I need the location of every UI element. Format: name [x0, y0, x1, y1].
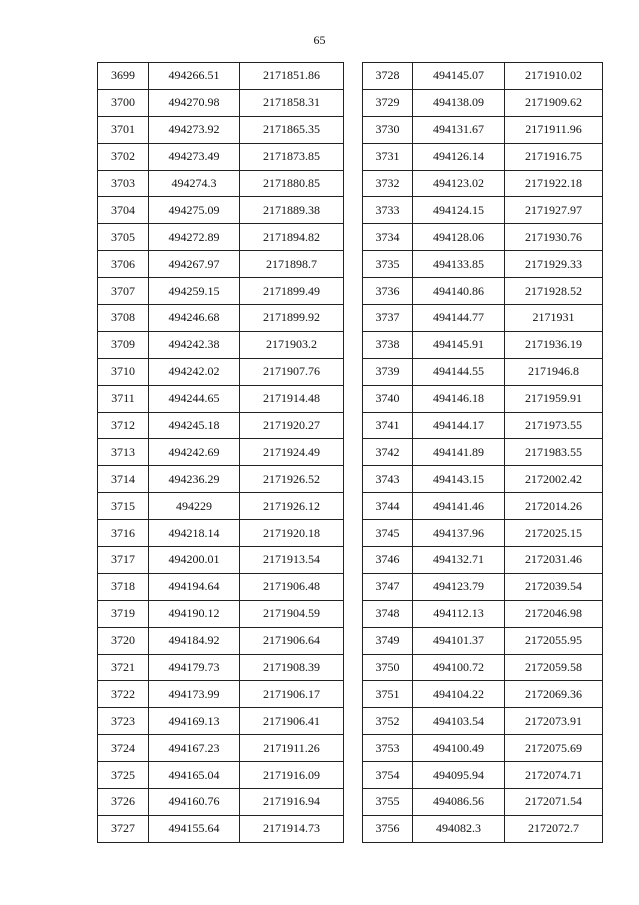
point-number-cell: 3709: [98, 331, 149, 358]
table-row: [98, 197, 344, 224]
y-coordinate-cell: 2171911.96: [505, 116, 603, 143]
table-row: [363, 815, 603, 842]
y-coordinate-cell: 2171907.76: [240, 358, 344, 385]
point-number-cell: 3703: [98, 170, 149, 197]
point-number-cell: 3704: [98, 197, 149, 224]
x-coordinate-cell: 494155.64: [149, 815, 240, 842]
x-coordinate-cell: 494272.89: [149, 224, 240, 251]
x-coordinate-cell: 494229: [149, 493, 240, 520]
point-number-cell: 3730: [363, 116, 413, 143]
y-coordinate-cell: 2171904.59: [240, 600, 344, 627]
point-number-cell: 3756: [363, 815, 413, 842]
point-number-cell: 3722: [98, 681, 149, 708]
point-number-cell: 3721: [98, 654, 149, 681]
table-row: [98, 89, 344, 116]
table-row: [363, 89, 603, 116]
y-coordinate-cell: 2172069.36: [505, 681, 603, 708]
point-number-cell: 3748: [363, 600, 413, 627]
table-row: [363, 63, 603, 90]
y-coordinate-cell: 2172046.98: [505, 600, 603, 627]
table-row: [363, 116, 603, 143]
table-row: [98, 762, 344, 789]
y-coordinate-cell: 2171906.41: [240, 708, 344, 735]
y-coordinate-cell: 2171936.19: [505, 331, 603, 358]
x-coordinate-cell: 494173.99: [149, 681, 240, 708]
y-coordinate-cell: 2171906.17: [240, 681, 344, 708]
point-number-cell: 3750: [363, 654, 413, 681]
x-coordinate-cell: 494200.01: [149, 547, 240, 574]
point-number-cell: 3700: [98, 89, 149, 116]
point-number-cell: 3738: [363, 331, 413, 358]
x-coordinate-cell: 494144.77: [413, 305, 505, 332]
x-coordinate-cell: 494184.92: [149, 627, 240, 654]
point-number-cell: 3710: [98, 358, 149, 385]
table-row: [98, 412, 344, 439]
x-coordinate-cell: 494124.15: [413, 197, 505, 224]
table-row: [363, 466, 603, 493]
y-coordinate-cell: 2171928.52: [505, 278, 603, 305]
table-row: [98, 63, 344, 90]
table-row: [98, 789, 344, 816]
table-row: [363, 385, 603, 412]
x-coordinate-cell: 494246.68: [149, 305, 240, 332]
x-coordinate-cell: 494131.67: [413, 116, 505, 143]
point-number-cell: 3726: [98, 789, 149, 816]
x-coordinate-cell: 494242.38: [149, 331, 240, 358]
point-number-cell: 3729: [363, 89, 413, 116]
point-number-cell: 3754: [363, 762, 413, 789]
x-coordinate-cell: 494169.13: [149, 708, 240, 735]
point-number-cell: 3714: [98, 466, 149, 493]
point-number-cell: 3719: [98, 600, 149, 627]
y-coordinate-cell: 2171914.73: [240, 815, 344, 842]
x-coordinate-cell: 494190.12: [149, 600, 240, 627]
point-number-cell: 3755: [363, 789, 413, 816]
table-row: [363, 654, 603, 681]
y-coordinate-cell: 2172002.42: [505, 466, 603, 493]
y-coordinate-cell: 2172031.46: [505, 547, 603, 574]
table-row: [98, 681, 344, 708]
point-number-cell: 3720: [98, 627, 149, 654]
table-row: [98, 708, 344, 735]
y-coordinate-cell: 2171913.54: [240, 547, 344, 574]
x-coordinate-cell: 494126.14: [413, 143, 505, 170]
point-number-cell: 3752: [363, 708, 413, 735]
table-row: [363, 412, 603, 439]
y-coordinate-cell: 2171959.91: [505, 385, 603, 412]
point-number-cell: 3713: [98, 439, 149, 466]
point-number-cell: 3706: [98, 251, 149, 278]
x-coordinate-cell: 494242.02: [149, 358, 240, 385]
y-coordinate-cell: 2171973.55: [505, 412, 603, 439]
y-coordinate-cell: 2172014.26: [505, 493, 603, 520]
x-coordinate-cell: 494270.98: [149, 89, 240, 116]
x-coordinate-cell: 494123.02: [413, 170, 505, 197]
x-coordinate-cell: 494259.15: [149, 278, 240, 305]
point-number-cell: 3712: [98, 412, 149, 439]
table-row: [98, 331, 344, 358]
y-coordinate-cell: 2171894.82: [240, 224, 344, 251]
y-coordinate-cell: 2171916.09: [240, 762, 344, 789]
x-coordinate-cell: 494104.22: [413, 681, 505, 708]
x-coordinate-cell: 494165.04: [149, 762, 240, 789]
x-coordinate-cell: 494144.55: [413, 358, 505, 385]
point-number-cell: 3739: [363, 358, 413, 385]
x-coordinate-cell: 494138.09: [413, 89, 505, 116]
y-coordinate-cell: 2171908.39: [240, 654, 344, 681]
table-row: [363, 600, 603, 627]
point-number-cell: 3723: [98, 708, 149, 735]
x-coordinate-cell: 494167.23: [149, 735, 240, 762]
x-coordinate-cell: 494244.65: [149, 385, 240, 412]
point-number-cell: 3740: [363, 385, 413, 412]
x-coordinate-cell: 494133.85: [413, 251, 505, 278]
y-coordinate-cell: 2171873.85: [240, 143, 344, 170]
y-coordinate-cell: 2171929.33: [505, 251, 603, 278]
y-coordinate-cell: 2171914.48: [240, 385, 344, 412]
x-coordinate-cell: 494128.06: [413, 224, 505, 251]
y-coordinate-cell: 2172075.69: [505, 735, 603, 762]
table-row: [363, 762, 603, 789]
y-coordinate-cell: 2172072.7: [505, 815, 603, 842]
y-coordinate-cell: 2171899.92: [240, 305, 344, 332]
table-row: [98, 654, 344, 681]
y-coordinate-cell: 2171906.64: [240, 627, 344, 654]
y-coordinate-cell: 2171911.26: [240, 735, 344, 762]
y-coordinate-cell: 2172073.91: [505, 708, 603, 735]
table-row: [363, 439, 603, 466]
x-coordinate-cell: 494100.72: [413, 654, 505, 681]
point-number-cell: 3718: [98, 573, 149, 600]
y-coordinate-cell: 2172071.54: [505, 789, 603, 816]
point-number-cell: 3743: [363, 466, 413, 493]
table-row: [98, 520, 344, 547]
point-number-cell: 3747: [363, 573, 413, 600]
y-coordinate-cell: 2171851.86: [240, 63, 344, 90]
y-coordinate-cell: 2171909.62: [505, 89, 603, 116]
y-coordinate-cell: 2171926.12: [240, 493, 344, 520]
table-row: [363, 197, 603, 224]
x-coordinate-cell: 494145.91: [413, 331, 505, 358]
table-row: [98, 116, 344, 143]
y-coordinate-cell: 2171916.75: [505, 143, 603, 170]
table-row: [98, 573, 344, 600]
point-number-cell: 3702: [98, 143, 149, 170]
y-coordinate-cell: 2171903.2: [240, 331, 344, 358]
x-coordinate-cell: 494141.89: [413, 439, 505, 466]
point-number-cell: 3699: [98, 63, 149, 90]
x-coordinate-cell: 494137.96: [413, 520, 505, 547]
table-row: [98, 358, 344, 385]
table-row: [98, 439, 344, 466]
x-coordinate-cell: 494145.07: [413, 63, 505, 90]
x-coordinate-cell: 494179.73: [149, 654, 240, 681]
y-coordinate-cell: 2172025.15: [505, 520, 603, 547]
x-coordinate-cell: 494274.3: [149, 170, 240, 197]
table-row: [363, 170, 603, 197]
y-coordinate-cell: 2172055.95: [505, 627, 603, 654]
y-coordinate-cell: 2171906.48: [240, 573, 344, 600]
x-coordinate-cell: 494273.49: [149, 143, 240, 170]
table-row: [98, 278, 344, 305]
y-coordinate-cell: 2172039.54: [505, 573, 603, 600]
table-row: [363, 627, 603, 654]
x-coordinate-cell: 494218.14: [149, 520, 240, 547]
table-row: [363, 708, 603, 735]
point-number-cell: 3736: [363, 278, 413, 305]
point-number-cell: 3716: [98, 520, 149, 547]
table-row: [363, 493, 603, 520]
table-row: [98, 305, 344, 332]
x-coordinate-cell: 494160.76: [149, 789, 240, 816]
table-row: [363, 358, 603, 385]
table-body: [363, 63, 603, 843]
point-number-cell: 3707: [98, 278, 149, 305]
x-coordinate-cell: 494086.56: [413, 789, 505, 816]
point-number-cell: 3751: [363, 681, 413, 708]
y-coordinate-cell: 2171858.31: [240, 89, 344, 116]
x-coordinate-cell: 494103.54: [413, 708, 505, 735]
table-row: [363, 278, 603, 305]
x-coordinate-cell: 494095.94: [413, 762, 505, 789]
y-coordinate-cell: 2171946.8: [505, 358, 603, 385]
y-coordinate-cell: 2171931: [505, 305, 603, 332]
x-coordinate-cell: 494266.51: [149, 63, 240, 90]
y-coordinate-cell: 2172074.71: [505, 762, 603, 789]
page-number: 65: [313, 33, 326, 47]
point-number-cell: 3724: [98, 735, 149, 762]
table-row: [363, 224, 603, 251]
table-row: [98, 251, 344, 278]
table-row: [363, 681, 603, 708]
y-coordinate-cell: 2171983.55: [505, 439, 603, 466]
point-number-cell: 3708: [98, 305, 149, 332]
point-number-cell: 3749: [363, 627, 413, 654]
x-coordinate-cell: 494146.18: [413, 385, 505, 412]
coordinates-table-left: [97, 62, 344, 843]
table-row: [363, 735, 603, 762]
table-row: [98, 170, 344, 197]
x-coordinate-cell: 494144.17: [413, 412, 505, 439]
table-row: [98, 143, 344, 170]
table-row: [98, 735, 344, 762]
x-coordinate-cell: 494141.46: [413, 493, 505, 520]
point-number-cell: 3728: [363, 63, 413, 90]
x-coordinate-cell: 494082.3: [413, 815, 505, 842]
x-coordinate-cell: 494267.97: [149, 251, 240, 278]
point-number-cell: 3711: [98, 385, 149, 412]
y-coordinate-cell: 2171880.85: [240, 170, 344, 197]
point-number-cell: 3753: [363, 735, 413, 762]
table-row: [363, 251, 603, 278]
table-row: [98, 627, 344, 654]
x-coordinate-cell: 494242.69: [149, 439, 240, 466]
table-row: [363, 547, 603, 574]
table-row: [363, 143, 603, 170]
y-coordinate-cell: 2171889.38: [240, 197, 344, 224]
point-number-cell: 3731: [363, 143, 413, 170]
y-coordinate-cell: 2171916.94: [240, 789, 344, 816]
point-number-cell: 3741: [363, 412, 413, 439]
x-coordinate-cell: 494101.37: [413, 627, 505, 654]
point-number-cell: 3742: [363, 439, 413, 466]
y-coordinate-cell: 2171898.7: [240, 251, 344, 278]
point-number-cell: 3732: [363, 170, 413, 197]
point-number-cell: 3744: [363, 493, 413, 520]
y-coordinate-cell: 2171920.18: [240, 520, 344, 547]
x-coordinate-cell: 494112.13: [413, 600, 505, 627]
table-row: [363, 305, 603, 332]
point-number-cell: 3734: [363, 224, 413, 251]
point-number-cell: 3701: [98, 116, 149, 143]
x-coordinate-cell: 494143.15: [413, 466, 505, 493]
y-coordinate-cell: 2171922.18: [505, 170, 603, 197]
table-row: [98, 224, 344, 251]
x-coordinate-cell: 494140.86: [413, 278, 505, 305]
y-coordinate-cell: 2171924.49: [240, 439, 344, 466]
x-coordinate-cell: 494100.49: [413, 735, 505, 762]
point-number-cell: 3733: [363, 197, 413, 224]
y-coordinate-cell: 2171910.02: [505, 63, 603, 90]
table-row: [363, 789, 603, 816]
table-row: [98, 466, 344, 493]
point-number-cell: 3725: [98, 762, 149, 789]
x-coordinate-cell: 494194.64: [149, 573, 240, 600]
x-coordinate-cell: 494245.18: [149, 412, 240, 439]
point-number-cell: 3727: [98, 815, 149, 842]
point-number-cell: 3715: [98, 493, 149, 520]
x-coordinate-cell: 494132.71: [413, 547, 505, 574]
point-number-cell: 3705: [98, 224, 149, 251]
x-coordinate-cell: 494275.09: [149, 197, 240, 224]
point-number-cell: 3746: [363, 547, 413, 574]
table-row: [363, 331, 603, 358]
coordinates-table-right: [362, 62, 603, 843]
table-row: [98, 815, 344, 842]
y-coordinate-cell: 2171926.52: [240, 466, 344, 493]
y-coordinate-cell: 2171865.35: [240, 116, 344, 143]
table-row: [98, 600, 344, 627]
y-coordinate-cell: 2171899.49: [240, 278, 344, 305]
table-row: [363, 573, 603, 600]
x-coordinate-cell: 494123.79: [413, 573, 505, 600]
x-coordinate-cell: 494273.92: [149, 116, 240, 143]
table-row: [363, 520, 603, 547]
point-number-cell: 3717: [98, 547, 149, 574]
point-number-cell: 3737: [363, 305, 413, 332]
y-coordinate-cell: 2172059.58: [505, 654, 603, 681]
point-number-cell: 3745: [363, 520, 413, 547]
point-number-cell: 3735: [363, 251, 413, 278]
table-row: [98, 493, 344, 520]
table-body: [98, 63, 344, 843]
table-row: [98, 547, 344, 574]
y-coordinate-cell: 2171927.97: [505, 197, 603, 224]
y-coordinate-cell: 2171930.76: [505, 224, 603, 251]
table-row: [98, 385, 344, 412]
x-coordinate-cell: 494236.29: [149, 466, 240, 493]
y-coordinate-cell: 2171920.27: [240, 412, 344, 439]
